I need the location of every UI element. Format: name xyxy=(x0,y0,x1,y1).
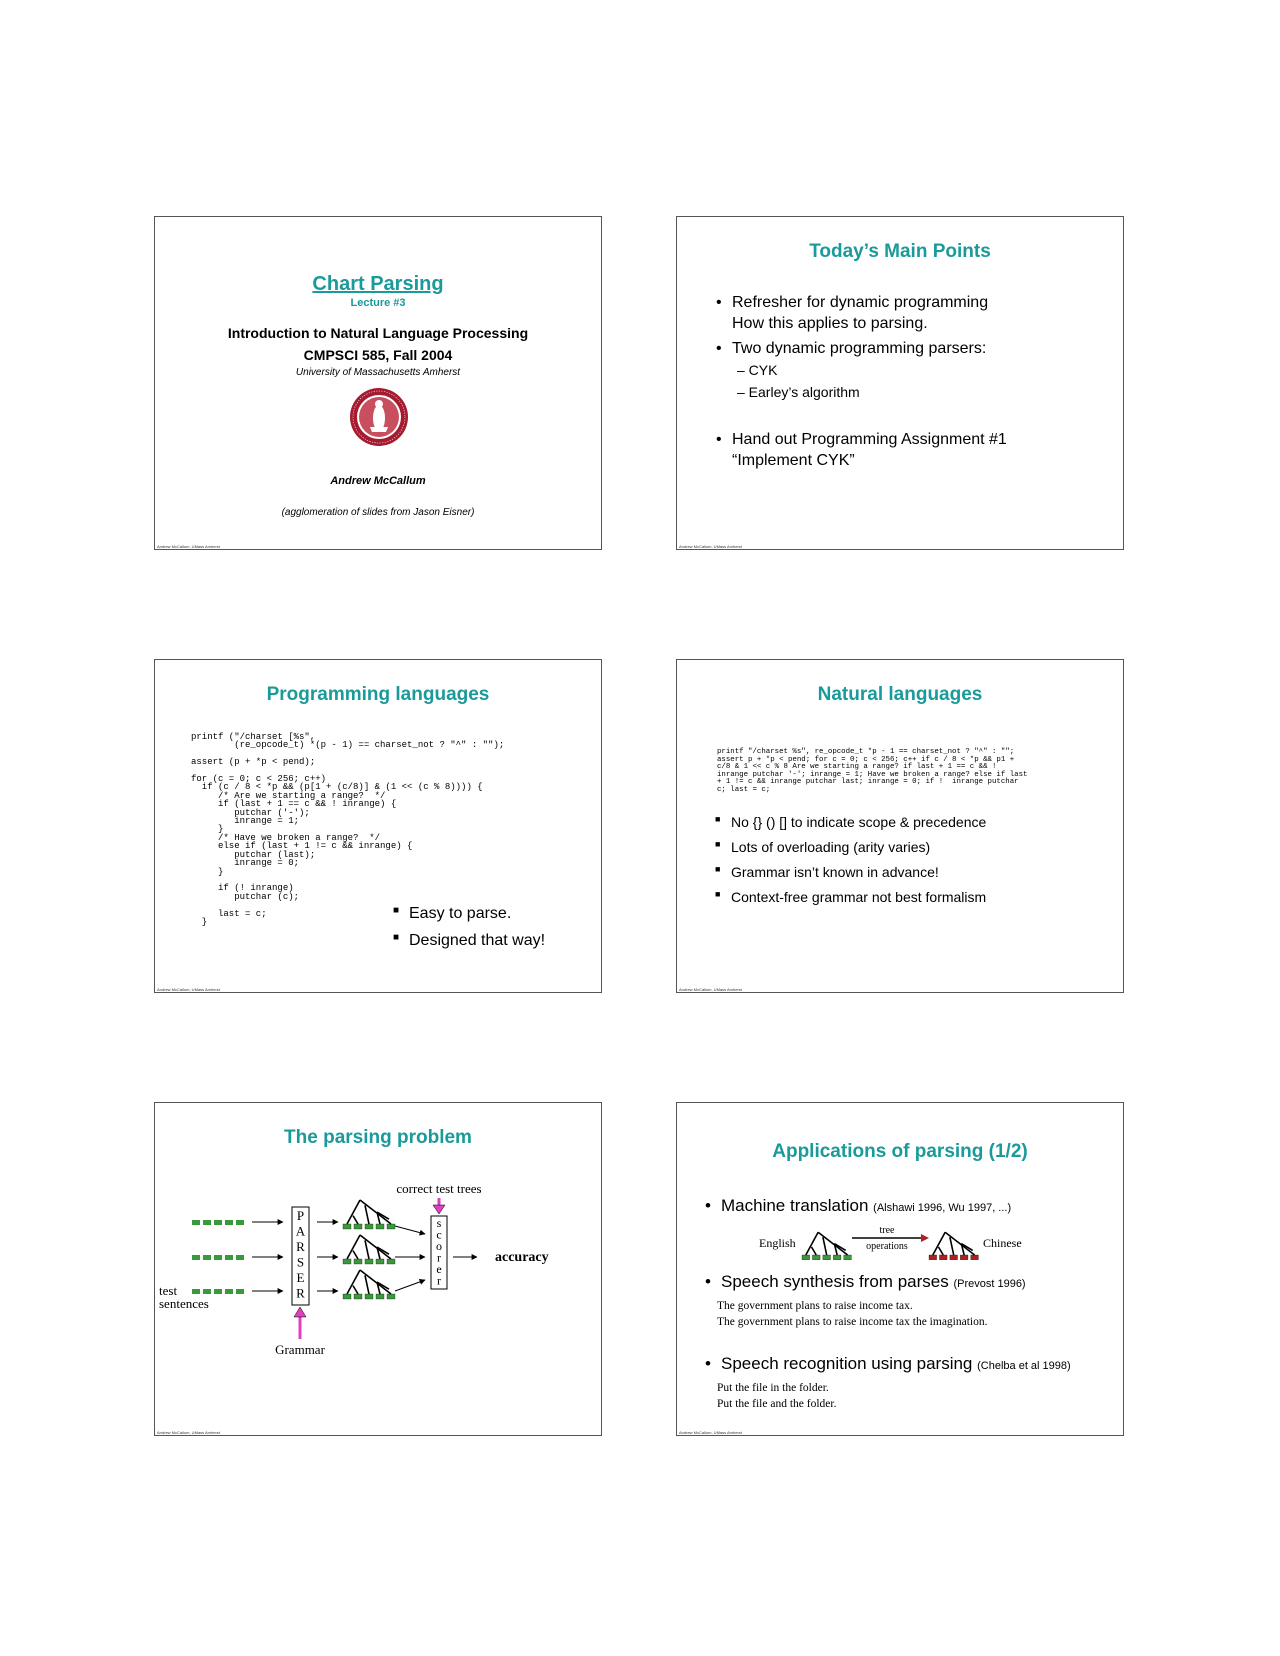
slide-title: Chart Parsing xyxy=(312,273,444,295)
sentences-label: sentences xyxy=(159,1296,209,1311)
bullet-text: “Implement CYK” xyxy=(732,452,855,469)
test-label: test xyxy=(159,1283,178,1298)
bullet-item xyxy=(716,338,987,359)
bullet-dot-icon: • xyxy=(705,1354,711,1373)
sub-bullet: – Earley’s algorithm xyxy=(737,384,860,400)
bullet-text: Designed that way! xyxy=(409,932,546,949)
course-name: Introduction to Natural Language Processing xyxy=(227,325,529,341)
example-sentences xyxy=(717,1380,836,1412)
scorer-letter: s xyxy=(436,1216,442,1230)
bullet-text: Speech synthesis from parses xyxy=(721,1272,949,1291)
bullet-text: Context-free grammar not best formalism xyxy=(731,889,987,905)
bullet-item xyxy=(715,889,987,905)
scorer-letter: r xyxy=(437,1250,441,1265)
attribution-note: (agglomeration of slides from Jason Eisner) xyxy=(281,507,475,518)
slide-programming-languages xyxy=(154,659,602,993)
example-sentence: Put the file in the folder. xyxy=(717,1382,829,1394)
bullet-dot-icon: • xyxy=(716,340,722,357)
slide-parsing-problem xyxy=(154,1102,602,1436)
square-bullet-icon: ■ xyxy=(715,814,721,824)
example-sentences xyxy=(717,1298,988,1330)
parser-letter: E xyxy=(296,1270,305,1285)
bullet-item xyxy=(705,1354,1071,1374)
parsing-diagram xyxy=(155,1103,602,1436)
bullet-item xyxy=(715,814,987,830)
grammar-label: Grammar xyxy=(275,1342,325,1357)
slide-title: Applications of parsing (1/2) xyxy=(772,1141,1028,1162)
chinese-label: Chinese xyxy=(983,1236,1022,1250)
slide-applications xyxy=(676,1102,1124,1436)
citation: (Chelba et al 1998) xyxy=(977,1360,1071,1372)
university-name: University of Massachusetts Amherst xyxy=(295,367,461,378)
parse-trees xyxy=(343,1200,395,1299)
bullet-item xyxy=(715,839,931,855)
bullet-dot-icon: • xyxy=(705,1272,711,1291)
bullet-text: Machine translation xyxy=(721,1196,869,1215)
parser-letter: S xyxy=(296,1254,305,1270)
author-name: Andrew McCallum xyxy=(330,475,426,487)
parser-letter: A xyxy=(295,1223,306,1239)
bullet-item xyxy=(705,1196,1011,1216)
bullet-item xyxy=(716,292,989,334)
correct-trees-label: correct test trees xyxy=(396,1181,482,1196)
scorer-letter: c xyxy=(436,1227,442,1242)
slide-footer: Andrew McCallum, UMass Amherst xyxy=(679,987,742,992)
lecture-number: Lecture #3 xyxy=(350,297,406,309)
bullet-dot-icon: • xyxy=(716,294,722,311)
bullet-item xyxy=(716,429,1007,471)
bullet-text: Lots of overloading (arity varies) xyxy=(731,839,931,855)
square-bullet-icon: ■ xyxy=(715,889,721,899)
slide-title: Natural languages xyxy=(817,684,983,705)
parse-tree-icon xyxy=(929,1232,978,1260)
bullet-text: Easy to parse. xyxy=(409,905,512,922)
tree-operations-label: operations xyxy=(866,1241,908,1252)
bullet-text: No {} () [] to indicate scope & precedence xyxy=(731,814,987,830)
bullet-item xyxy=(715,864,939,880)
slide-footer: Andrew McCallum, UMass Amherst xyxy=(679,1430,742,1435)
bullet-item xyxy=(393,905,512,923)
bullet-item xyxy=(393,932,546,950)
citation: (Alshawi 1996, Wu 1997, ...) xyxy=(873,1202,1012,1214)
bullet-text: Hand out Programming Assignment #1 xyxy=(732,431,1007,448)
course-code: CMPSCI 585, Fall 2004 xyxy=(303,347,453,363)
test-sentence-1 xyxy=(192,1220,244,1225)
citation: (Prevost 1996) xyxy=(953,1278,1026,1290)
bullet-text: How this applies to parsing. xyxy=(732,315,928,332)
slide-title: Programming languages xyxy=(266,684,490,705)
slide-footer: Andrew McCallum, UMass Amherst xyxy=(679,544,742,549)
code-block: printf ("/charset [%s", (re_opcode_t) *(p - 1) == charset_not ? "^" : ""); assert (p + *p < pend); for (c = 0; c < 256; c++) if (c / 8 < *p && (p[1 + (c/8)] & (1 << (c % 8)))) { /* Are we starting a range? */ if (last + 1 == c && ! inrange) { putchar ('-'); inrange = 1; } /* Have we broken a range? */ else if (last + 1 != c && inrange) { putchar (last); inrange = 0; } if (! inrange) putchar (c); last = c; } xyxy=(191,732,505,927)
slide-natural-languages xyxy=(676,659,1124,993)
bullet-text: Grammar isn’t known in advance! xyxy=(731,864,939,880)
slide-title: Today’s Main Points xyxy=(809,241,991,262)
parse-tree-icon xyxy=(343,1270,395,1299)
parser-letter: R xyxy=(296,1239,305,1254)
parse-tree-icon xyxy=(343,1235,395,1264)
code-block: printf "/charset %s", re_opcode_t *p - 1 == charset_not ? "^" : ""; assert p + *p < pend; for c = 0; c < 256; c++ if c / 8 < *p && p1 + c/8 & 1 << c % 8 Are we starting a range? if last + 1 == c && ! inrange putchar '-'; inrange = 1; Have we broken a range? else if last + 1 != c && inrange putchar last; inrange = 0; if ! inrange putchar c; last = c; xyxy=(717,748,1028,794)
bullet-text: Two dynamic programming parsers: xyxy=(732,340,987,357)
slide-footer: Andrew McCallum, UMass Amherst xyxy=(157,1430,220,1435)
example-sentence: Put the file and the folder. xyxy=(717,1398,837,1410)
square-bullet-icon: ■ xyxy=(715,839,721,849)
tree-operations-label: tree xyxy=(879,1225,895,1236)
slide-footer: Andrew McCallum, UMass Amherst xyxy=(157,544,220,549)
parser-letter: P xyxy=(296,1208,305,1223)
slide-footer: Andrew McCallum, UMass Amherst xyxy=(157,987,220,992)
parser-letter: R xyxy=(296,1285,305,1301)
scorer-letter: e xyxy=(436,1262,442,1276)
bullet-dot-icon: • xyxy=(705,1196,711,1215)
scorer-letter: o xyxy=(436,1239,442,1253)
sub-bullet: – CYK xyxy=(737,362,778,378)
scorer-letter: r xyxy=(437,1273,441,1288)
parse-tree-icon xyxy=(802,1232,851,1260)
square-bullet-icon: ■ xyxy=(715,864,721,874)
bullet-dot-icon: • xyxy=(716,431,722,448)
bullet-item xyxy=(705,1272,1026,1292)
bullet-text: Speech recognition using parsing xyxy=(721,1354,973,1373)
slide-main-points xyxy=(676,216,1124,550)
slide-title-page xyxy=(154,216,602,550)
parse-tree-icon xyxy=(343,1200,395,1229)
accuracy-label: accuracy xyxy=(495,1250,549,1265)
square-bullet-icon: ■ xyxy=(393,905,400,916)
university-seal-icon xyxy=(349,387,409,447)
square-bullet-icon: ■ xyxy=(393,932,400,943)
example-sentence: The government plans to raise income tax the imagination. xyxy=(717,1316,988,1328)
test-sentence-3 xyxy=(192,1289,244,1294)
slide-title: The parsing problem xyxy=(284,1127,472,1148)
bullet-text: Refresher for dynamic programming xyxy=(732,294,989,311)
english-label: English xyxy=(759,1236,796,1250)
example-sentence: The government plans to raise income tax. xyxy=(717,1300,913,1312)
test-sentence-2 xyxy=(192,1255,244,1260)
